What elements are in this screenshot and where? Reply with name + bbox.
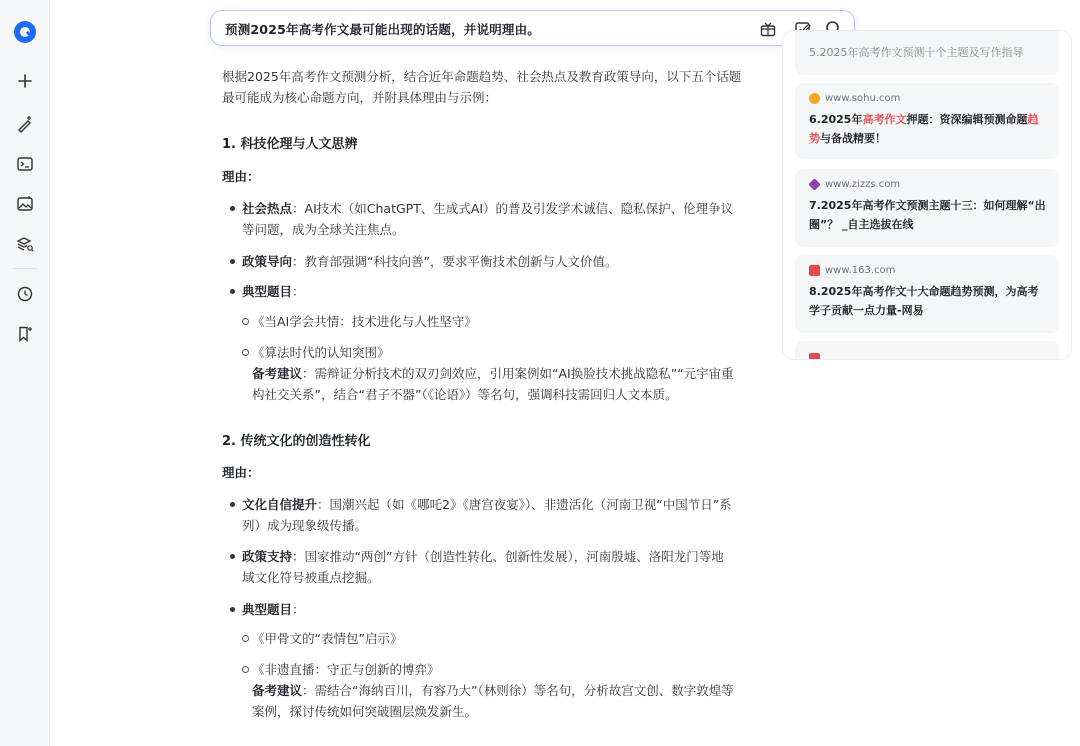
reason-label: 理由： — [222, 465, 260, 480]
bullet-label: 典型题目 — [242, 284, 293, 299]
bullet-text: ：国家推动“两创”方针（创造性转化、创新性发展），河南殷墟、洛阳龙门等地域文化符号被重点挖掘。 — [242, 549, 724, 585]
bullet-item — [242, 251, 734, 272]
netease-favicon-icon — [809, 265, 820, 276]
source-title[interactable]: 7.2025年高考作文预测主题十三：如何理解“出圈”？ _自主选拔在线 — [809, 199, 1046, 231]
layers-search-icon[interactable] — [0, 229, 50, 259]
advice-paragraph — [252, 680, 734, 722]
zizzs-favicon-icon — [808, 178, 820, 190]
bullet-label: 政策导向 — [242, 254, 293, 269]
history-icon[interactable] — [0, 279, 50, 309]
source-card[interactable] — [795, 83, 1059, 159]
terminal-icon[interactable] — [0, 149, 50, 179]
netease-favicon-icon — [809, 353, 820, 360]
bullet-label: 政策支持 — [242, 549, 293, 564]
bookmark-add-icon[interactable] — [0, 319, 50, 349]
source-card[interactable] — [795, 30, 1059, 75]
bullet-text: ： — [292, 284, 305, 299]
logo-icon[interactable] — [0, 17, 50, 47]
section-heading: 1. 科技伦理与人文思辨 — [222, 137, 358, 152]
advice-text: ：需结合“海纳百川，有容乃大”（林则徐）等名句，分析故宫文创、数字敦煌等案例，探讨传统如何突破圈层焕发新生。 — [252, 683, 734, 719]
bullet-label: 文化自信提升 — [242, 497, 318, 512]
gift-icon[interactable] — [757, 18, 779, 40]
topic-item: 《甲骨文的“表情包”启示》 — [252, 628, 734, 649]
intro-paragraph: 根据2025年高考作文预测分析，结合近年命题趋势、社会热点及教育政策导向，以下五个话题最可能成为核心命题方向，并附具体理由与示例： — [222, 69, 742, 105]
source-card[interactable] — [795, 341, 1059, 360]
bullet-text: ：教育部强调“科技向善”，要求平衡技术创新与人文价值。 — [292, 254, 618, 269]
image-edit-icon[interactable] — [0, 189, 50, 219]
source-title[interactable]: 8.2025年高考作文十大命题趋势预测，为高考学子贡献一点力量-网易 — [809, 285, 1039, 317]
bullet-item — [242, 198, 734, 240]
search-box[interactable] — [210, 10, 855, 46]
bullet-item — [242, 599, 734, 620]
source-domain: www.zizzs.com — [809, 179, 900, 190]
pen-sparkle-icon[interactable] — [0, 109, 50, 139]
sidebar-divider — [13, 268, 37, 269]
bullet-item — [242, 494, 734, 536]
sohu-favicon-icon — [809, 93, 820, 104]
source-title[interactable]: 6.2025年高考作文押题：资深编辑预测命题趋势与备战精要！ — [809, 113, 1039, 145]
source-title[interactable]: 5.2025年高考作文预测十个主题及写作指导 — [809, 46, 1024, 59]
sources-panel — [782, 30, 1072, 360]
advice-label: 备考建议 — [252, 366, 303, 381]
advice-label: 备考建议 — [252, 683, 303, 698]
bullet-text: ：国潮兴起（如《哪吒2》《唐宫夜宴》）、非遗活化（河南卫视“中国节日”系列）成为现象级传播。 — [242, 497, 732, 533]
topic-item: 《算法时代的认知突围》 — [252, 342, 734, 363]
advice-paragraph — [252, 363, 734, 405]
bullet-label: 典型题目 — [242, 602, 293, 617]
source-card[interactable] — [795, 169, 1059, 247]
reason-label: 理由： — [222, 169, 260, 184]
source-domain: www.163.com — [809, 265, 895, 276]
advice-text: ：需辩证分析技术的双刃剑效应，引用案例如“AI换脸技术挑战隐私”“元宇宙重构社交关系”，结合“君子不器”（《论语》）等名句，强调科技需回归人文本质。 — [252, 366, 734, 402]
plus-icon[interactable] — [0, 66, 50, 96]
topic-item: 《当AI学会共情：技术进化与人性坚守》 — [252, 311, 734, 332]
bullet-text: ：AI技术（如ChatGPT、生成式AI）的普及引发学术诚信、隐私保护、伦理争议等问题，成为全球关注焦点。 — [242, 201, 734, 237]
source-card[interactable] — [795, 255, 1059, 333]
bullet-text: ： — [292, 602, 305, 617]
bullet-item — [242, 281, 734, 302]
section-heading: 2. 传统文化的创造性转化 — [222, 434, 371, 449]
search-query[interactable]: 预测2025年高考作文最可能出现的话题，并说明理由。 — [225, 22, 540, 37]
source-domain: www.sohu.com — [809, 93, 900, 104]
topic-item: 《非遗直播：守正与创新的博弈》 — [252, 659, 734, 680]
bullet-label: 社会热点 — [242, 201, 293, 216]
left-sidebar — [0, 0, 50, 746]
bullet-item — [242, 546, 734, 588]
